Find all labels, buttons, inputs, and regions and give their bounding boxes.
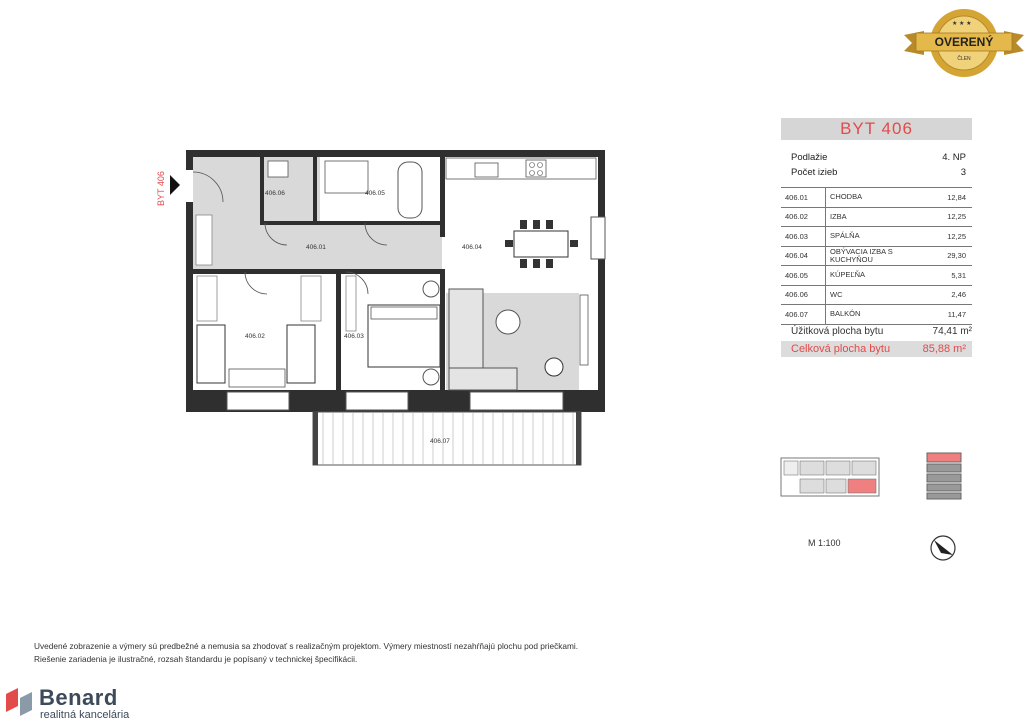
- label-406-05: 406.05: [365, 190, 385, 197]
- rooms-count-value: 3: [960, 167, 966, 178]
- table-row: 406.07 BALKÓN 11,47: [781, 305, 972, 325]
- rooms-count-row: [791, 167, 966, 178]
- label-406-07: 406.07: [430, 438, 450, 445]
- room-table: [781, 187, 972, 325]
- rooms-count-label: Počet izieb: [791, 167, 838, 178]
- disclaimer-line-2: Riešenie zariadenia je ilustračné, rozsah štandardu je popísaný v technickej špecifikácii.: [34, 654, 358, 664]
- disclaimer: [34, 640, 578, 666]
- label-406-04: 406.04: [462, 244, 482, 251]
- floor-stack: [925, 452, 965, 500]
- svg-text:BYT 406: BYT 406: [156, 171, 166, 206]
- label-406-01: 406.01: [306, 244, 326, 251]
- apartment-title: BYT 406: [781, 118, 972, 140]
- floor-row: [791, 152, 966, 163]
- svg-text:★ ★ ★: ★ ★ ★: [952, 21, 972, 27]
- key-plan: [780, 455, 880, 500]
- table-row: 406.02 IZBA 12,25: [781, 208, 972, 228]
- total-area-label: Celková plocha bytu: [791, 343, 891, 355]
- logo-mark-icon: [4, 686, 36, 722]
- usable-area-row: [791, 326, 972, 337]
- floor-label: Podlažie: [791, 152, 828, 163]
- logo-name: Benard: [39, 685, 118, 710]
- table-row: 406.05 KÚPEĽŇA 5,31: [781, 266, 972, 286]
- badge-title: OVERENÝ: [934, 35, 994, 49]
- usable-area-label: Úžitková plocha bytu: [791, 326, 884, 337]
- floor-value: 4. NP: [942, 152, 966, 163]
- verified-member-badge: [900, 5, 1024, 89]
- label-406-03: 406.03: [344, 333, 364, 340]
- disclaimer-line-1: Uvedené zobrazenie a výmery sú predbežné a nemusia sa zhodovať s realizačným projektom. Výmery miestností nezahŕňajú plochu pod priečkami.: [34, 641, 579, 651]
- table-row: 406.06 WC 2,46: [781, 286, 972, 306]
- label-406-06: 406.06: [265, 190, 285, 197]
- entrance-label: [144, 168, 180, 208]
- usable-area-value: 74,41 m²: [932, 326, 972, 337]
- scale-label: M 1:100: [808, 538, 841, 548]
- north-arrow-icon: [928, 533, 958, 563]
- table-row: 406.01 CHODBA 12,84: [781, 188, 972, 208]
- company-logo: [4, 686, 134, 722]
- total-area-value: 85,88 m²: [922, 343, 966, 355]
- label-406-02: 406.02: [245, 333, 265, 340]
- total-area-row: [781, 341, 972, 357]
- badge-subtitle: ČLEN: [957, 56, 971, 62]
- floor-plan: [150, 145, 620, 470]
- table-row: 406.03 SPÁLŇA 12,25: [781, 227, 972, 247]
- logo-tagline: realitná kancelária: [40, 709, 130, 721]
- table-row: 406.04 OBÝVACIA IZBA S KUCHYŇOU 29,30: [781, 247, 972, 267]
